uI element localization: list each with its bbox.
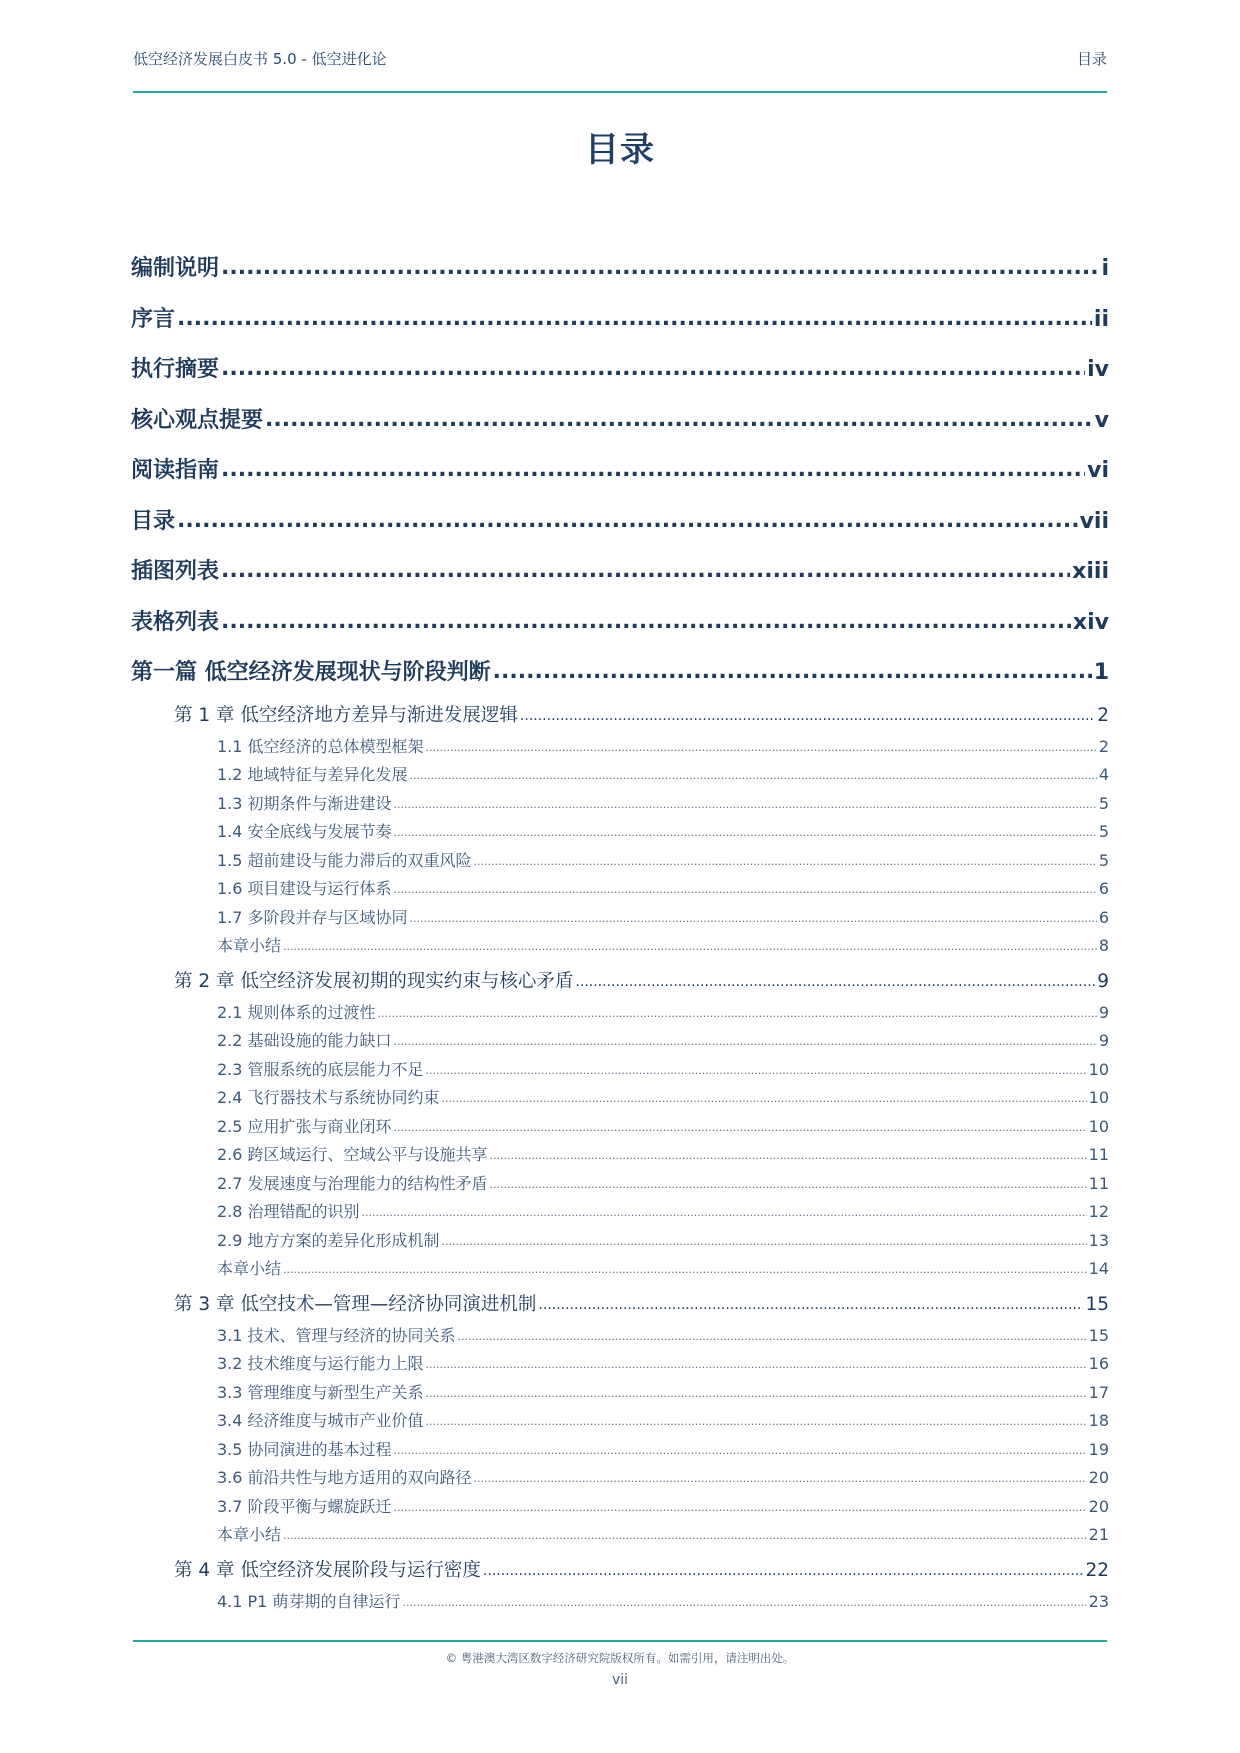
toc-leader-dots (177, 294, 1092, 345)
toc-leader-dots (483, 1554, 1084, 1588)
toc-entry-label: 2.4 飞行器技术与系统协同约束 (217, 1088, 440, 1107)
toc-section-entry[interactable] (131, 1350, 1109, 1379)
toc-leader-dots (410, 762, 1097, 791)
toc-entry-label: 3.7 阶段平衡与螺旋跃迁 (217, 1496, 392, 1516)
toc-section-entry[interactable] (131, 1407, 1109, 1436)
toc-entry-label: 1.6 项目建设与运行体系 (217, 879, 392, 898)
toc-entry-page: 22 (1085, 1559, 1109, 1581)
toc-section-entry[interactable] (131, 1493, 1109, 1522)
toc-chapter-entry[interactable] (131, 1554, 1109, 1588)
toc-entry-page: 6 (1098, 907, 1109, 927)
toc-leader-dots (221, 546, 1070, 597)
toc-entry-page: 8 (1098, 936, 1109, 955)
toc-section-entry[interactable] (131, 1255, 1109, 1284)
toc-entry-label: 3.2 技术维度与运行能力上限 (217, 1354, 424, 1373)
toc-entry-label: 本章小结 (217, 936, 282, 955)
toc-part-entry[interactable] (131, 497, 1109, 548)
toc-entry-page: 1 (1093, 660, 1109, 685)
toc-entry-page: 21 (1088, 1525, 1109, 1544)
toc-entry-page: 9 (1098, 1002, 1109, 1022)
toc-leader-dots (394, 1437, 1087, 1466)
toc-entry-label: 3.6 前沿共性与地方适用的双向路径 (217, 1468, 472, 1487)
toc-entry-page: 11 (1088, 1145, 1109, 1164)
toc-entry-label: 执行摘要 (131, 357, 220, 382)
toc-part-entry[interactable] (131, 648, 1109, 699)
header-doc-title: 低空经济发展白皮书 5.0 - 低空进化论 (133, 50, 387, 68)
toc-leader-dots (490, 1171, 1087, 1200)
toc-entry-label: 2.8 治理错配的识别 (217, 1202, 360, 1221)
toc-entry-label: 3.5 协同演进的基本过程 (217, 1439, 392, 1459)
toc-entry-label: 表格列表 (131, 609, 220, 635)
toc-section-entry[interactable] (131, 1027, 1109, 1056)
toc-leader-dots (426, 1380, 1087, 1409)
toc-entry-page: 4 (1098, 765, 1109, 784)
toc-section-entry[interactable] (131, 1113, 1109, 1142)
toc-leader-dots (394, 1028, 1097, 1057)
toc-entry-page: 9 (1097, 970, 1109, 992)
toc-section-entry[interactable] (131, 818, 1109, 847)
toc-entry-page: 6 (1098, 879, 1109, 898)
toc-entry-label: 第 2 章 低空经济发展初期的现实约束与核心矛盾 (174, 970, 574, 992)
toc-leader-dots (458, 1323, 1087, 1352)
toc-leader-dots (394, 1114, 1087, 1143)
toc-section-entry[interactable] (131, 1056, 1109, 1085)
toc-entry-page: 16 (1088, 1354, 1109, 1373)
toc-chapter-entry[interactable] (131, 1288, 1109, 1322)
toc-entry-page: 10 (1088, 1059, 1109, 1079)
toc-entry-label: 本章小结 (217, 1525, 282, 1544)
header-section-name: 目录 (1076, 50, 1107, 68)
toc-chapter-entry[interactable] (131, 965, 1109, 999)
toc-part-entry[interactable] (131, 446, 1109, 497)
toc-section-entry[interactable] (131, 1198, 1109, 1227)
toc-entry-page: 23 (1088, 1591, 1109, 1611)
page-title: 目录 (585, 130, 655, 170)
toc-leader-dots (575, 965, 1095, 999)
toc-section-entry[interactable] (131, 904, 1109, 933)
toc-entry-page: 20 (1088, 1468, 1109, 1487)
toc-section-entry[interactable] (131, 1379, 1109, 1408)
toc-leader-dots (221, 344, 1085, 395)
toc-entry-label: 2.1 规则体系的过渡性 (217, 1002, 376, 1022)
toc-entry-page: 5 (1098, 822, 1109, 841)
toc-entry-page: 2 (1097, 704, 1109, 726)
footer-divider (133, 1640, 1107, 1642)
toc-leader-dots (538, 1288, 1083, 1322)
toc-leader-dots (394, 791, 1097, 820)
toc-section-entry[interactable] (131, 1588, 1109, 1617)
toc-section-entry[interactable] (131, 733, 1109, 762)
toc-leader-dots (394, 819, 1097, 848)
toc-entry-label: 第 3 章 低空技术—管理—经济协同演进机制 (174, 1293, 537, 1315)
footer-page-number: vii (611, 1672, 629, 1688)
toc-section-entry[interactable] (131, 1084, 1109, 1113)
toc-leader-dots (442, 1228, 1087, 1257)
toc-leader-dots (221, 445, 1085, 496)
toc-entry-label: 2.7 发展速度与治理能力的结构性矛盾 (217, 1173, 488, 1193)
toc-part-entry[interactable] (131, 295, 1109, 346)
toc-entry-label: 编制说明 (131, 256, 220, 281)
toc-entry-label: 2.5 应用扩张与商业闭环 (217, 1116, 392, 1136)
toc-leader-dots (426, 1351, 1087, 1380)
toc-part-entry[interactable] (131, 244, 1109, 295)
toc-entry-label: 1.5 超前建设与能力滞后的双重风险 (217, 850, 472, 870)
toc-leader-dots (402, 1589, 1086, 1618)
toc-entry-page: 2 (1098, 736, 1109, 756)
toc-entry-label: 第一篇 低空经济发展现状与阶段判断 (131, 660, 491, 685)
toc-entry-page: 5 (1098, 793, 1109, 813)
toc-section-entry[interactable] (131, 1141, 1109, 1170)
toc-leader-dots (394, 876, 1097, 905)
toc-entry-label: 2.2 基础设施的能力缺口 (217, 1031, 392, 1050)
toc-part-entry[interactable] (131, 598, 1109, 649)
toc-section-entry[interactable] (131, 1227, 1109, 1256)
toc-entry-page: v (1094, 407, 1109, 433)
toc-entry-label: 3.3 管理维度与新型生产关系 (217, 1382, 424, 1402)
table-of-contents (131, 244, 1109, 1616)
toc-entry-page: 10 (1088, 1116, 1109, 1136)
toc-leader-dots (177, 496, 1078, 547)
toc-entry-label: 2.6 跨区域运行、空域公平与设施共享 (217, 1145, 488, 1164)
toc-section-entry[interactable] (131, 847, 1109, 876)
toc-section-entry[interactable] (131, 999, 1109, 1028)
toc-leader-dots (283, 933, 1097, 962)
toc-part-entry[interactable] (131, 396, 1109, 447)
toc-entry-label: 3.4 经济维度与城市产业价值 (217, 1411, 424, 1430)
toc-entry-page: 19 (1088, 1439, 1109, 1459)
toc-section-entry[interactable] (131, 761, 1109, 790)
toc-leader-dots (426, 1057, 1087, 1086)
toc-entry-page: 15 (1088, 1325, 1109, 1345)
toc-entry-page: i (1101, 256, 1109, 281)
toc-entry-page: ii (1093, 306, 1109, 332)
header-divider (133, 91, 1107, 93)
toc-leader-dots (442, 1085, 1087, 1114)
toc-leader-dots (426, 734, 1097, 763)
toc-entry-label: 第 1 章 低空经济地方差异与渐进发展逻辑 (174, 704, 518, 726)
toc-entry-page: 12 (1088, 1202, 1109, 1221)
toc-section-entry[interactable] (131, 1436, 1109, 1465)
toc-leader-dots (283, 1522, 1087, 1551)
toc-section-entry[interactable] (131, 932, 1109, 961)
toc-entry-page: xiii (1072, 559, 1109, 584)
toc-entry-page: 14 (1088, 1259, 1109, 1278)
toc-entry-label: 4.1 P1 萌芽期的自律运行 (217, 1591, 401, 1611)
toc-section-entry[interactable] (131, 1521, 1109, 1550)
toc-leader-dots (265, 395, 1093, 446)
toc-leader-dots (426, 1408, 1087, 1437)
toc-entry-page: 9 (1098, 1031, 1109, 1050)
toc-entry-label: 核心观点提要 (131, 407, 264, 433)
toc-entry-page: 15 (1085, 1293, 1109, 1315)
toc-entry-label: 本章小结 (217, 1259, 282, 1278)
toc-entry-page: 13 (1088, 1230, 1109, 1250)
toc-entry-label: 2.3 管服系统的底层能力不足 (217, 1059, 424, 1079)
toc-section-entry[interactable] (131, 1322, 1109, 1351)
toc-leader-dots (474, 848, 1097, 877)
toc-leader-dots (520, 699, 1095, 733)
toc-leader-dots (493, 647, 1092, 698)
toc-entry-label: 3.1 技术、管理与经济的协同关系 (217, 1325, 456, 1345)
toc-entry-page: 18 (1088, 1411, 1109, 1430)
toc-leader-dots (283, 1256, 1087, 1285)
toc-entry-label: 1.7 多阶段并存与区域协同 (217, 907, 408, 927)
toc-leader-dots (221, 243, 1099, 294)
toc-leader-dots (474, 1465, 1087, 1494)
toc-section-entry[interactable] (131, 875, 1109, 904)
toc-chapter-entry[interactable] (131, 699, 1109, 733)
toc-entry-page: iv (1087, 357, 1109, 382)
toc-entry-page: 20 (1088, 1496, 1109, 1516)
toc-entry-label: 1.4 安全底线与发展节奏 (217, 822, 392, 841)
toc-entry-page: vi (1087, 458, 1109, 483)
toc-entry-label: 2.9 地方方案的差异化形成机制 (217, 1230, 440, 1250)
toc-leader-dots (394, 1494, 1087, 1523)
toc-entry-label: 序言 (131, 306, 176, 332)
toc-entry-label: 插图列表 (131, 559, 220, 584)
toc-entry-label: 目录 (131, 508, 176, 534)
toc-entry-page: vii (1079, 508, 1109, 534)
toc-leader-dots (378, 1000, 1097, 1029)
toc-entry-page: xiv (1072, 609, 1109, 635)
toc-leader-dots (221, 597, 1071, 648)
toc-entry-label: 1.3 初期条件与渐进建设 (217, 793, 392, 813)
toc-entry-label: 第 4 章 低空经济发展阶段与运行密度 (174, 1559, 481, 1581)
toc-section-entry[interactable] (131, 1170, 1109, 1199)
toc-entry-page: 10 (1088, 1088, 1109, 1107)
toc-section-entry[interactable] (131, 1464, 1109, 1493)
toc-entry-page: 17 (1088, 1382, 1109, 1402)
toc-entry-page: 11 (1088, 1173, 1109, 1193)
toc-leader-dots (362, 1199, 1087, 1228)
toc-entry-label: 阅读指南 (131, 458, 220, 483)
toc-entry-label: 1.1 低空经济的总体模型框架 (217, 736, 424, 756)
toc-leader-dots (410, 905, 1097, 934)
toc-section-entry[interactable] (131, 790, 1109, 819)
running-header (133, 48, 1107, 90)
footer-copyright: © 粤港澳大湾区数字经济研究院版权所有。如需引用，请注明出处。 (445, 1651, 795, 1665)
toc-leader-dots (490, 1142, 1087, 1171)
toc-part-entry[interactable] (131, 547, 1109, 598)
toc-entry-label: 1.2 地域特征与差异化发展 (217, 765, 408, 784)
toc-part-entry[interactable] (131, 345, 1109, 396)
toc-entry-page: 5 (1098, 850, 1109, 870)
